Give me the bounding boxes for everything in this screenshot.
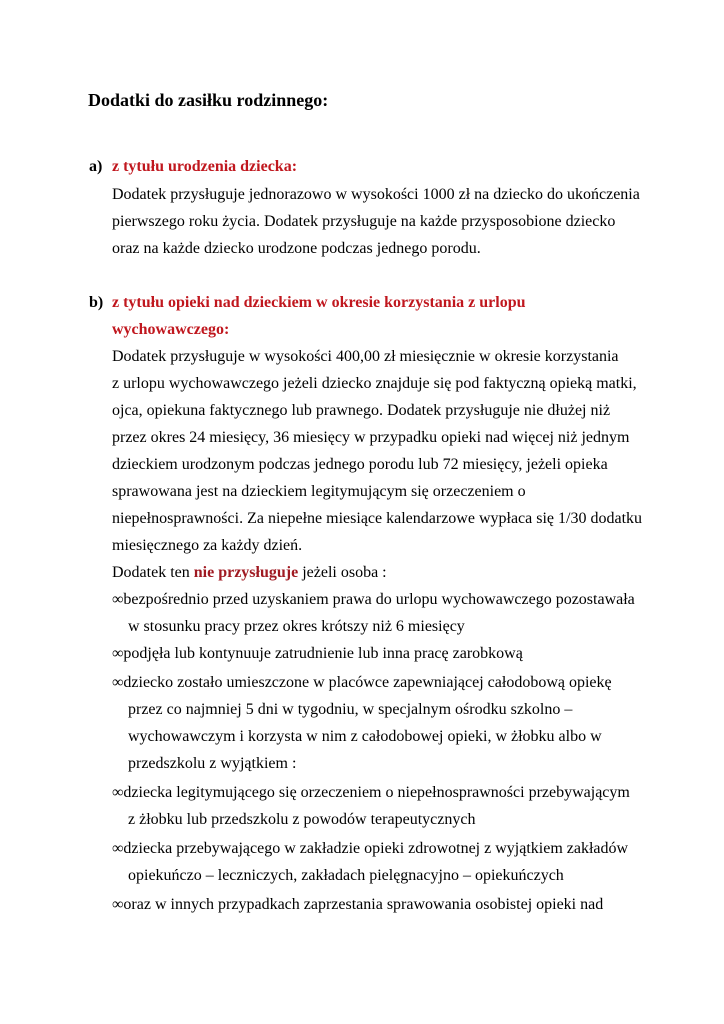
not-entitled-emphasis: nie przysługuje bbox=[193, 564, 299, 581]
section-a-heading: z tytułu urodzenia dziecka: bbox=[112, 158, 298, 175]
bullet-text: podjęła lub kontynuuje zatrudnienie lub inna pracę zarobkową bbox=[123, 645, 523, 662]
infinity-bullet-icon: ∞ bbox=[112, 896, 124, 913]
section-b-heading: wychowawczego: bbox=[112, 321, 230, 338]
bullet-continuation: wychowawczym i korzysta w nim z całodobowej opieki, w żłobku albo w bbox=[128, 728, 602, 745]
infinity-bullet-icon: ∞ bbox=[112, 591, 124, 608]
bullet-item bbox=[112, 838, 628, 860]
not-entitled-line bbox=[112, 562, 387, 584]
section-b-heading: z tytułu opieki nad dzieckiem w okresie korzystania z urlopu bbox=[112, 294, 526, 311]
section-a-marker: a) bbox=[89, 158, 103, 175]
infinity-bullet-icon: ∞ bbox=[112, 645, 124, 662]
section-b-text-line: sprawowana jest na dzieckiem legitymującym się orzeczeniem o bbox=[112, 483, 526, 500]
not-entitled-prefix: Dodatek ten bbox=[112, 564, 194, 581]
bullet-continuation: przedszkolu z wyjątkiem : bbox=[128, 755, 297, 772]
section-b-marker: b) bbox=[89, 294, 104, 311]
bullet-item bbox=[112, 782, 630, 804]
infinity-bullet-icon: ∞ bbox=[112, 674, 124, 691]
bullet-item bbox=[112, 672, 612, 694]
bullet-text: oraz w innych przypadkach zaprzestania sprawowania osobistej opieki nad bbox=[123, 896, 604, 913]
section-b-text-line: niepełnosprawności. Za niepełne miesiące kalendarzowe wypłaca się 1/30 dodatku bbox=[112, 510, 643, 527]
bullet-text: dziecka legitymującego się orzeczeniem o niepełnosprawności przebywającym bbox=[123, 784, 630, 801]
section-b-text-line: miesięcznego za każdy dzień. bbox=[112, 537, 303, 554]
section-b-text-line: ojca, opiekuna faktycznego lub prawnego. Dodatek przysługuje nie dłużej niż bbox=[112, 402, 611, 419]
section-a-text-line: Dodatek przysługuje jednorazowo w wysokości 1000 zł na dziecko do ukończenia bbox=[112, 186, 640, 203]
section-b-text-line: dzieckiem urodzonym podczas jednego porodu lub 72 miesięcy, jeżeli opieka bbox=[112, 456, 608, 473]
infinity-bullet-icon: ∞ bbox=[112, 784, 124, 801]
section-a-text-line: oraz na każde dziecko urodzone podczas jednego porodu. bbox=[112, 240, 481, 257]
bullet-item bbox=[112, 894, 603, 916]
bullet-text: dziecko zostało umieszczone w placówce zapewniającej całodobową opiekę bbox=[123, 674, 612, 691]
bullet-continuation: z żłobku lub przedszkolu z powodów terapeutycznych bbox=[128, 811, 476, 828]
not-entitled-suffix: jeżeli osoba : bbox=[298, 564, 387, 581]
bullet-continuation: w stosunku pracy przez okres krótszy niż 6 miesięcy bbox=[128, 618, 465, 635]
bullet-continuation: przez co najmniej 5 dni w tygodniu, w specjalnym ośrodku szkolno – bbox=[128, 701, 573, 718]
bullet-text: dziecka przebywającego w zakładzie opieki zdrowotnej z wyjątkiem zakładów bbox=[123, 840, 629, 857]
section-a-text-line: pierwszego roku życia. Dodatek przysługuje na każde przysposobione dziecko bbox=[112, 213, 616, 230]
page-title: Dodatki do zasiłku rodzinnego: bbox=[88, 90, 329, 110]
section-b-text-line: z urlopu wychowawczego jeżeli dziecko znajduje się pod faktyczną opieką matki, bbox=[112, 375, 637, 392]
section-b-text-line: Dodatek przysługuje w wysokości 400,00 zł miesięcznie w okresie korzystania bbox=[112, 348, 619, 365]
section-b-text-line: przez okres 24 miesięcy, 36 miesięcy w przypadku opieki nad więcej niż jednym bbox=[112, 429, 630, 446]
bullet-text: bezpośrednio przed uzyskaniem prawa do urlopu wychowawczego pozostawała bbox=[123, 591, 635, 608]
bullet-continuation: opiekuńczo – leczniczych, zakładach pielęgnacyjno – opiekuńczych bbox=[128, 867, 564, 884]
bullet-item bbox=[112, 643, 523, 665]
infinity-bullet-icon: ∞ bbox=[112, 840, 124, 857]
bullet-item bbox=[112, 589, 635, 611]
